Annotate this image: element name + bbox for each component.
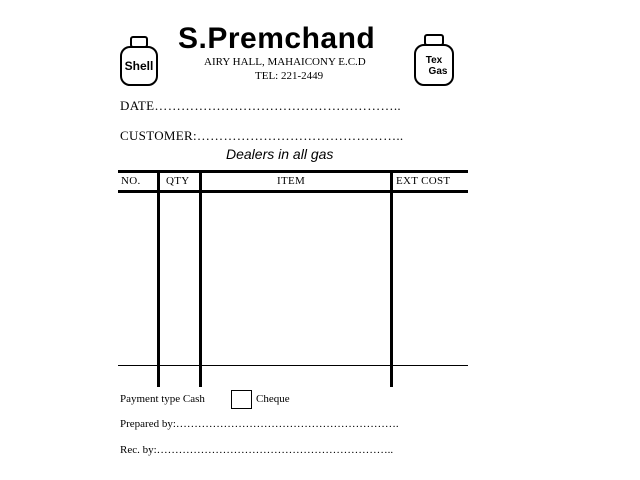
cash-checkbox[interactable] [231, 390, 252, 409]
column-header-qty: QTY [166, 175, 190, 187]
texgas-logo-line2: Gas [428, 66, 448, 77]
date-field[interactable]: DATE……………………………………………….. [120, 98, 401, 113]
column-header-ext-cost: EXT COST [396, 175, 451, 187]
table-body[interactable] [118, 193, 468, 365]
texgas-logo-line1: Tex [425, 55, 443, 66]
column-header-no: NO. [121, 175, 141, 187]
received-by-field[interactable]: Rec. by:……………………………………………………….. [120, 444, 394, 456]
shell-logo-text: Shell [124, 59, 154, 73]
company-address: AIRY HALL, MAHAICONY E.C.D [204, 56, 366, 68]
company-name: S.Premchand [178, 22, 376, 55]
payment-type-label: Payment type Cash [120, 393, 205, 405]
shell-logo [118, 36, 160, 86]
table-bottom-rule [118, 365, 468, 366]
cheque-label: Cheque [256, 393, 290, 405]
company-telephone: TEL: 221-2449 [255, 70, 324, 82]
prepared-by-field[interactable]: Prepared by:……………………………………………………. [120, 418, 399, 430]
tagline: Dealers in all gas [226, 146, 334, 162]
table-top-rule [118, 170, 468, 173]
customer-field[interactable]: CUSTOMER:……………………………………….. [120, 128, 404, 143]
texgas-logo [412, 34, 456, 86]
column-header-item: ITEM [277, 175, 306, 187]
